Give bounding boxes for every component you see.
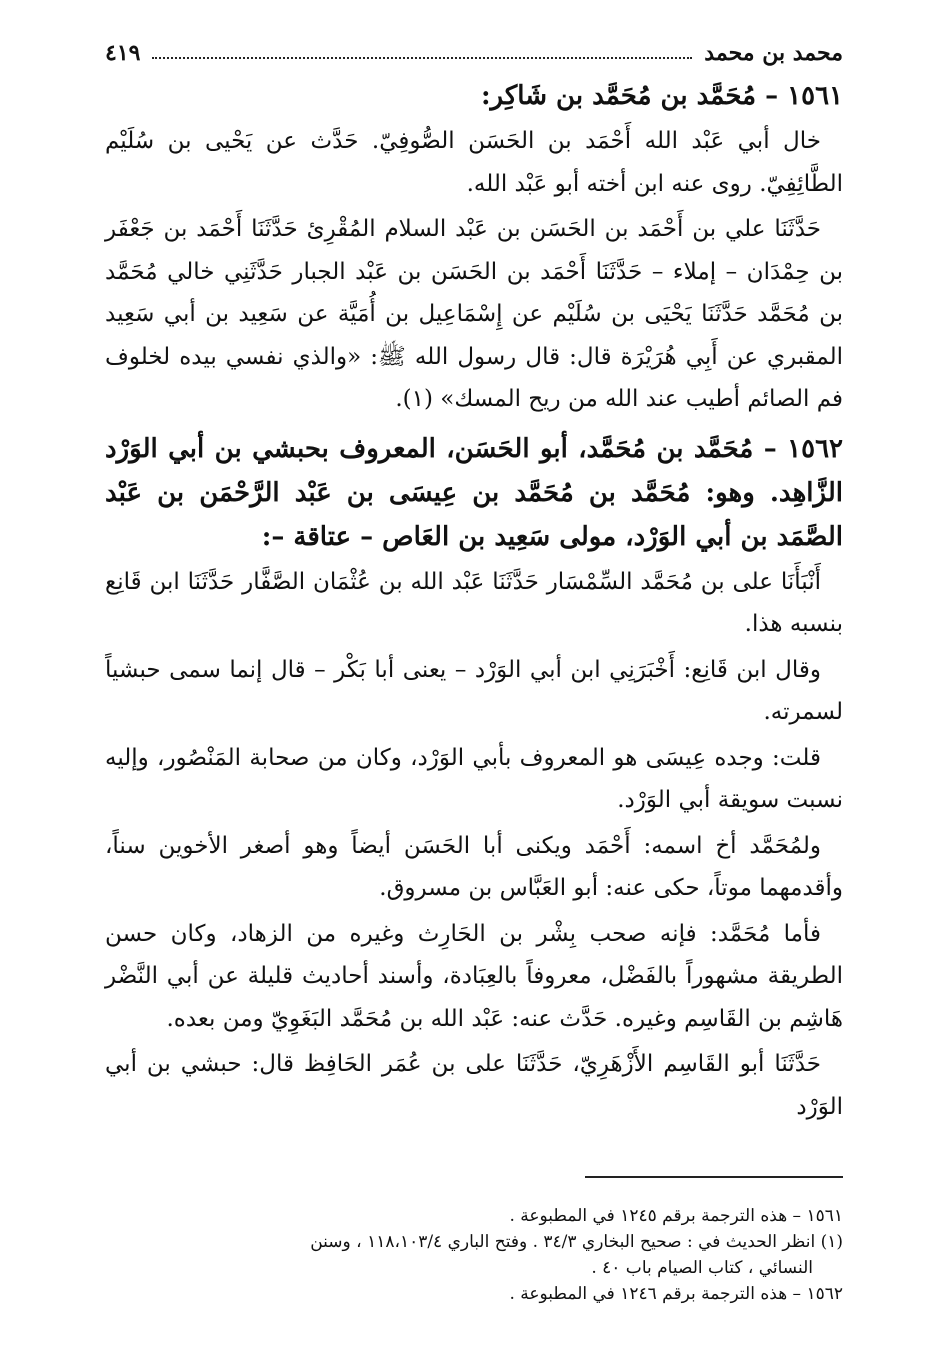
- footnotes: [105, 1203, 843, 1307]
- entry-paragraph: حَدَّثَنَا علي بن أَحْمَد بن الحَسَن بن عَبْد السلام المُقْرِئ حَدَّثَنَا أَحْمَد بن جَعْفَر بن حِمْدَان – إملاء – حَدَّثَنَا أَحْمَد بن الحَسَن بن عَبْد الجبار حَدَّثَنِي خالي مُحَمَّد بن مُحَمَّد حَدَّثَنَا يَحْيَى بن سُلَيْم عن إِسْمَاعِيل بن أُمَيَّة عن سَعِيد بن أبي سَعِيد المقبري عن أَبِي هُرَيْرَة قال: قال رسول الله ﷺ: «والذي نفسي بيده لخلوف فم الصائم أطيب عند الله من ريح المسك» (١).: [105, 216, 843, 412]
- entry-paragraph: خال أبي عَبْد الله أَحْمَد بن الحَسَن الصُّوفِيّ. حَدَّث عن يَحْيى بن سُلَيْم الطَّائِفِيّ. روى عنه ابن أخته أبو عَبْد الله.: [105, 128, 843, 197]
- entry-paragraph: أَنْبَأَنَا على بن مُحَمَّد السِّمْسَار حَدَّثَنَا عَبْد الله بن عُثْمَان الصَّفَّار حَدَّثَنَا ابن قَانِع بنسبه هذا.: [105, 568, 843, 637]
- entry-paragraph: قلت: وجده عِيسَى هو المعروف بأبي الوَرْد، وكان من صحابة المَنْصُور، وإليه نسبت سويقة أبي الوَرْد.: [105, 744, 843, 813]
- footnote-separator: [585, 1176, 843, 1178]
- running-header: [105, 32, 843, 66]
- footnote: ١٥٦١ – هذه الترجمة برقم ١٢٤٥ في المطبوعة .: [509, 1206, 843, 1226]
- entry-paragraph: فأما مُحَمَّد: فإنه صحب بِشْر بن الحَارِث وغيره من الزهاد، وكان حسن الطريقة مشهوراً بالفَضْل، معروفاً بالعِبَادة، وأسند أحاديث قليلة عن أبي النَّضْر هَاشِم بن القَاسِم وغيره. حَدَّث عنه: عَبْد الله بن مُحَمَّد البَغَوِيّ ومن بعده.: [105, 920, 843, 1032]
- leader-dots: [152, 57, 692, 59]
- running-title: محمد بن محمد: [704, 40, 843, 66]
- entry-paragraph: ولمُحَمَّد أخ اسمه: أَحْمَد ويكنى أبا الحَسَن أيضاً وهو أصغر الأخوين سناً، وأقدمهما موتاً، حكى عنه: أبو العَبَّاس بن مسروق.: [105, 832, 843, 901]
- footnote: ١٥٦٢ – هذه الترجمة برقم ١٢٤٦ في المطبوعة .: [509, 1284, 843, 1304]
- main-text: [105, 74, 843, 1128]
- footnote-continuation: النسائي ، كتاب الصيام باب ٤٠ .: [591, 1258, 813, 1278]
- footnote: (١) انظر الحديث في : صحيح البخاري ٣٤/٣ . وفتح الباري ١١٨،١٠٣/٤ ، وسنن: [310, 1232, 843, 1252]
- entry-paragraph: حَدَّثَنَا أبو القَاسِم الأَزْهَرِيّ، حَدَّثَنَا على بن عُمَر الحَافِظ قال: حبشي بن أبي الوَرْد: [105, 1051, 843, 1120]
- entry-heading: ١٥٦١ – مُحَمَّد بن مُحَمَّد بن شَاكِر:: [480, 81, 843, 111]
- page-number: ٤١٩: [105, 40, 141, 66]
- entry-heading: ١٥٦٢ – مُحَمَّد بن مُحَمَّد، أبو الحَسَن، المعروف بحبشي بن أبي الوَرْد الزَّاهِد. وهو: مُحَمَّد بن مُحَمَّد بن عِيسَى بن عَبْد الرَّحْمَن بن عَبْد الصَّمَد بن أبي الوَرْد، مولى سَعِيد بن العَاص – عتاقة –:: [105, 433, 843, 552]
- entry-paragraph: وقال ابن قَانِع: أَخْبَرَنِي ابن أبي الوَرْد – يعنى أبا بَكْر – قال إنما سمى حبشياً لسمرته.: [105, 656, 843, 725]
